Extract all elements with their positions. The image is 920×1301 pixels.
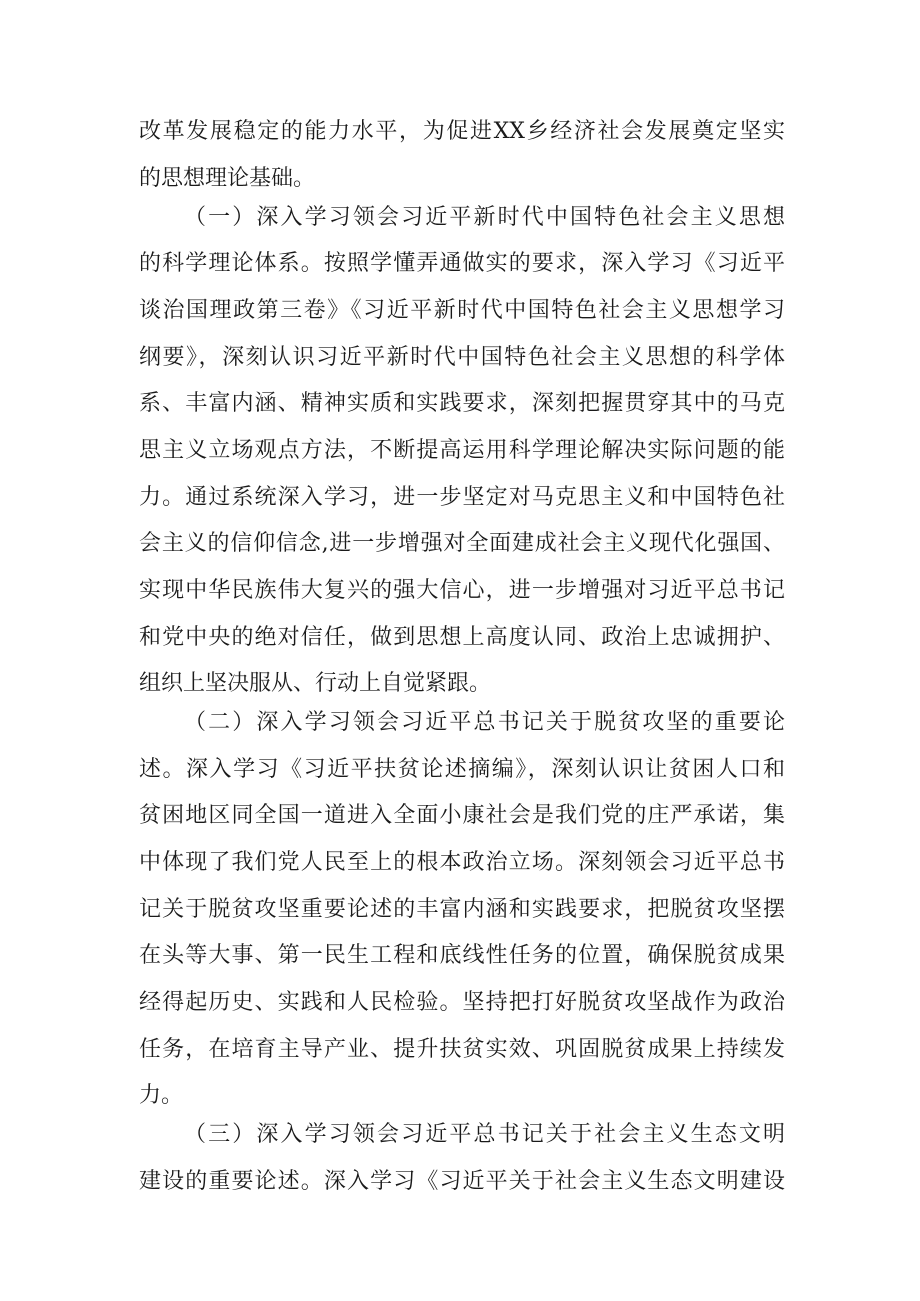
section-one-line: 谈治国理政第三卷》《习近平新时代中国特色社会主义思想学习 — [139, 298, 785, 323]
section-two-line: 贫困地区同全国一道进入全面小康社会是我们党的庄严承诺，集 — [139, 803, 785, 828]
section-two-line: 经得起历史、实践和人民检验。坚持把打好脱贫攻坚战作为政治 — [139, 990, 785, 1015]
section-one-line: 会主义的信仰信念,进一步增强对全面建成社会主义现代化强国、 — [139, 531, 785, 556]
section-three-line: 建设的重要论述。深入学习《习近平关于社会主义生态文明建设 — [139, 1169, 785, 1194]
section-one-line: 力。通过系统深入学习，进一步坚定对马克思主义和中国特色社 — [139, 485, 785, 510]
section-two-line: 记关于脱贫攻坚重要论述的丰富内涵和实践要求，把脱贫攻坚摆 — [139, 897, 785, 922]
paragraph-intro-line-2: 的思想理论基础。 — [139, 166, 316, 191]
section-one-line: 和党中央的绝对信任，做到思想上高度认同、政治上忠诚拥护、 — [139, 625, 785, 650]
section-one-line: 组织上坚决服从、行动上自觉紧跟。 — [139, 671, 492, 696]
section-one-line: 系、丰富内涵、精神实质和实践要求，深刻把握贯穿其中的马克 — [139, 391, 785, 416]
section-one-heading-line: （一）深入学习领会习近平新时代中国特色社会主义思想 — [184, 205, 785, 230]
section-two-line: 任务，在培育主导产业、提升扶贫实效、巩固脱贫成果上持续发 — [139, 1037, 785, 1062]
section-one-line: 纲要》，深刻认识习近平新时代中国特色社会主义思想的科学体 — [139, 345, 785, 370]
section-two-line: 述。深入学习《习近平扶贫论述摘编》，深刻认识让贫困人口和 — [139, 757, 785, 782]
section-two-line: 在头等大事、第一民生工程和底线性任务的位置，确保脱贫成果 — [139, 943, 785, 968]
section-one-line: 实现中华民族伟大复兴的强大信心，进一步增强对习近平总书记 — [139, 578, 785, 603]
section-three-heading-line: （三）深入学习领会习近平总书记关于社会主义生态文明 — [184, 1122, 785, 1147]
section-two-heading-line: （二）深入学习领会习近平总书记关于脱贫攻坚的重要论 — [184, 710, 785, 735]
section-two-line: 力。 — [139, 1083, 184, 1108]
section-one-line: 的科学理论体系。按照学懂弄通做实的要求，深入学习《习近平 — [139, 251, 785, 276]
section-one-line: 思主义立场观点方法，不断提高运用科学理论解决实际问题的能 — [139, 438, 785, 463]
paragraph-intro-line-1: 改革发展稳定的能力水平，为促进XX乡经济社会发展奠定坚实 — [139, 119, 785, 144]
section-two-line: 中体现了我们党人民至上的根本政治立场。深刻领会习近平总书 — [139, 850, 785, 875]
